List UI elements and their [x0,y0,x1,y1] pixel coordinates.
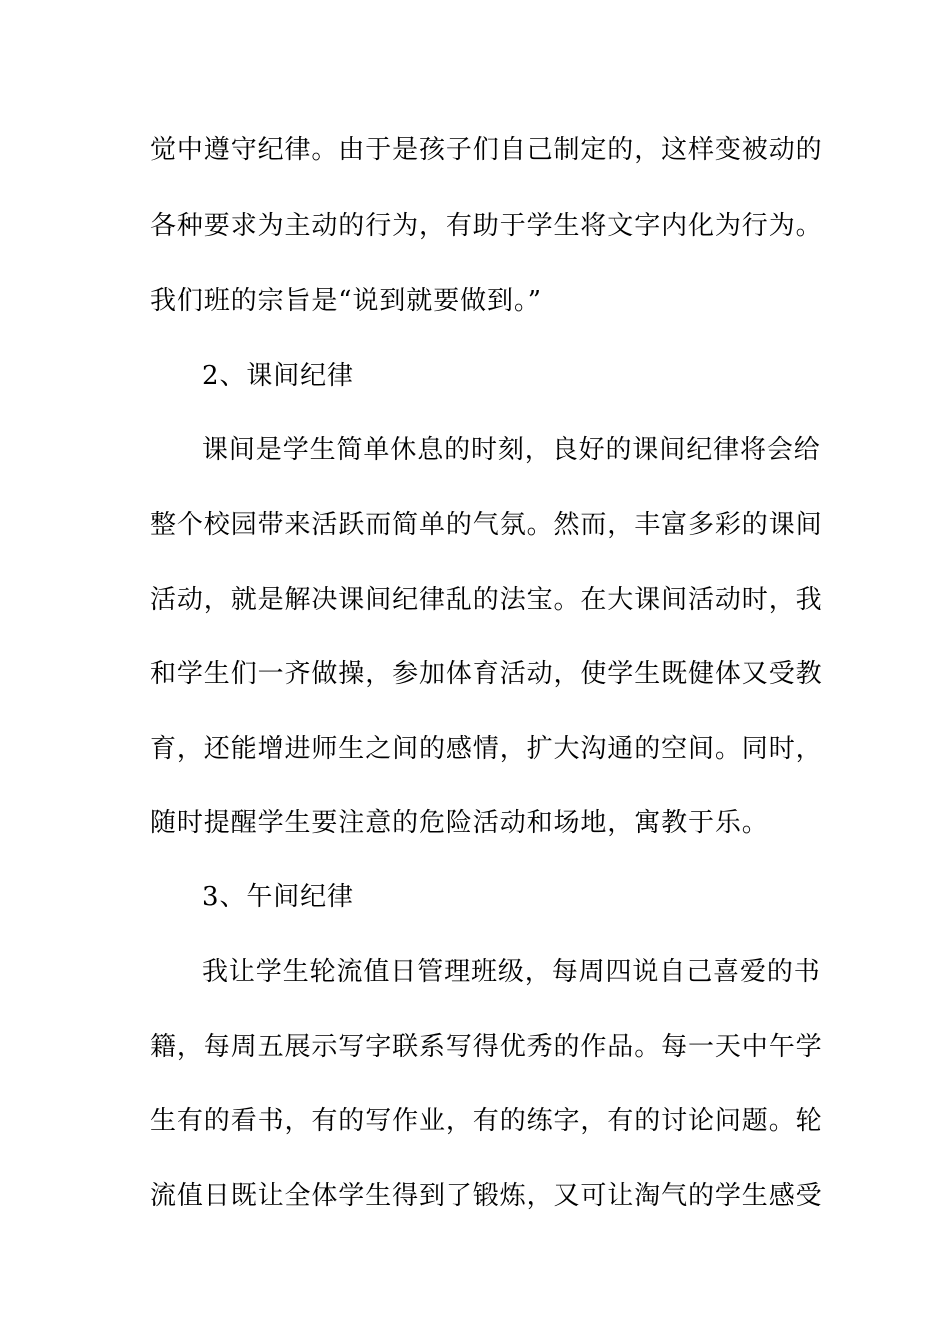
paragraph-first-line: 课间是学生简单休息的时刻，良好的课间纪律将会给 [202,435,821,465]
body-text-line: 随时提醒学生要注意的危险活动和场地，寓教于乐。 [150,808,769,838]
body-text-line: 育，还能增进师生之间的感情，扩大沟通的空间。同时， [150,734,823,764]
body-text-line: 流值日既让全体学生得到了锻炼，又可让淘气的学生感受 [150,1181,823,1211]
section-heading: 2、课间纪律 [202,361,354,391]
body-text-line: 我们班的宗旨是“说到就要做到。” [150,286,542,316]
body-text-line: 觉中遵守纪律。由于是孩子们自己制定的，这样变被动的 [150,135,823,165]
paragraph-first-line: 我让学生轮流值日管理班级，每周四说自己喜爱的书 [202,957,821,987]
body-text-line: 生有的看书，有的写作业，有的练字，有的讨论问题。轮 [150,1106,823,1136]
body-text-line: 活动，就是解决课间纪律乱的法宝。在大课间活动时，我 [150,585,823,615]
body-text-line: 各种要求为主动的行为，有助于学生将文字内化为行为。 [150,211,823,241]
body-text-line: 籍，每周五展示写字联系写得优秀的作品。每一天中午学 [150,1032,823,1062]
section-heading: 3、午间纪律 [202,882,354,912]
body-text-line: 和学生们一齐做操，参加体育活动，使学生既健体又受教 [150,659,823,689]
body-text-line: 整个校园带来活跃而简单的气氛。然而，丰富多彩的课间 [150,510,823,540]
